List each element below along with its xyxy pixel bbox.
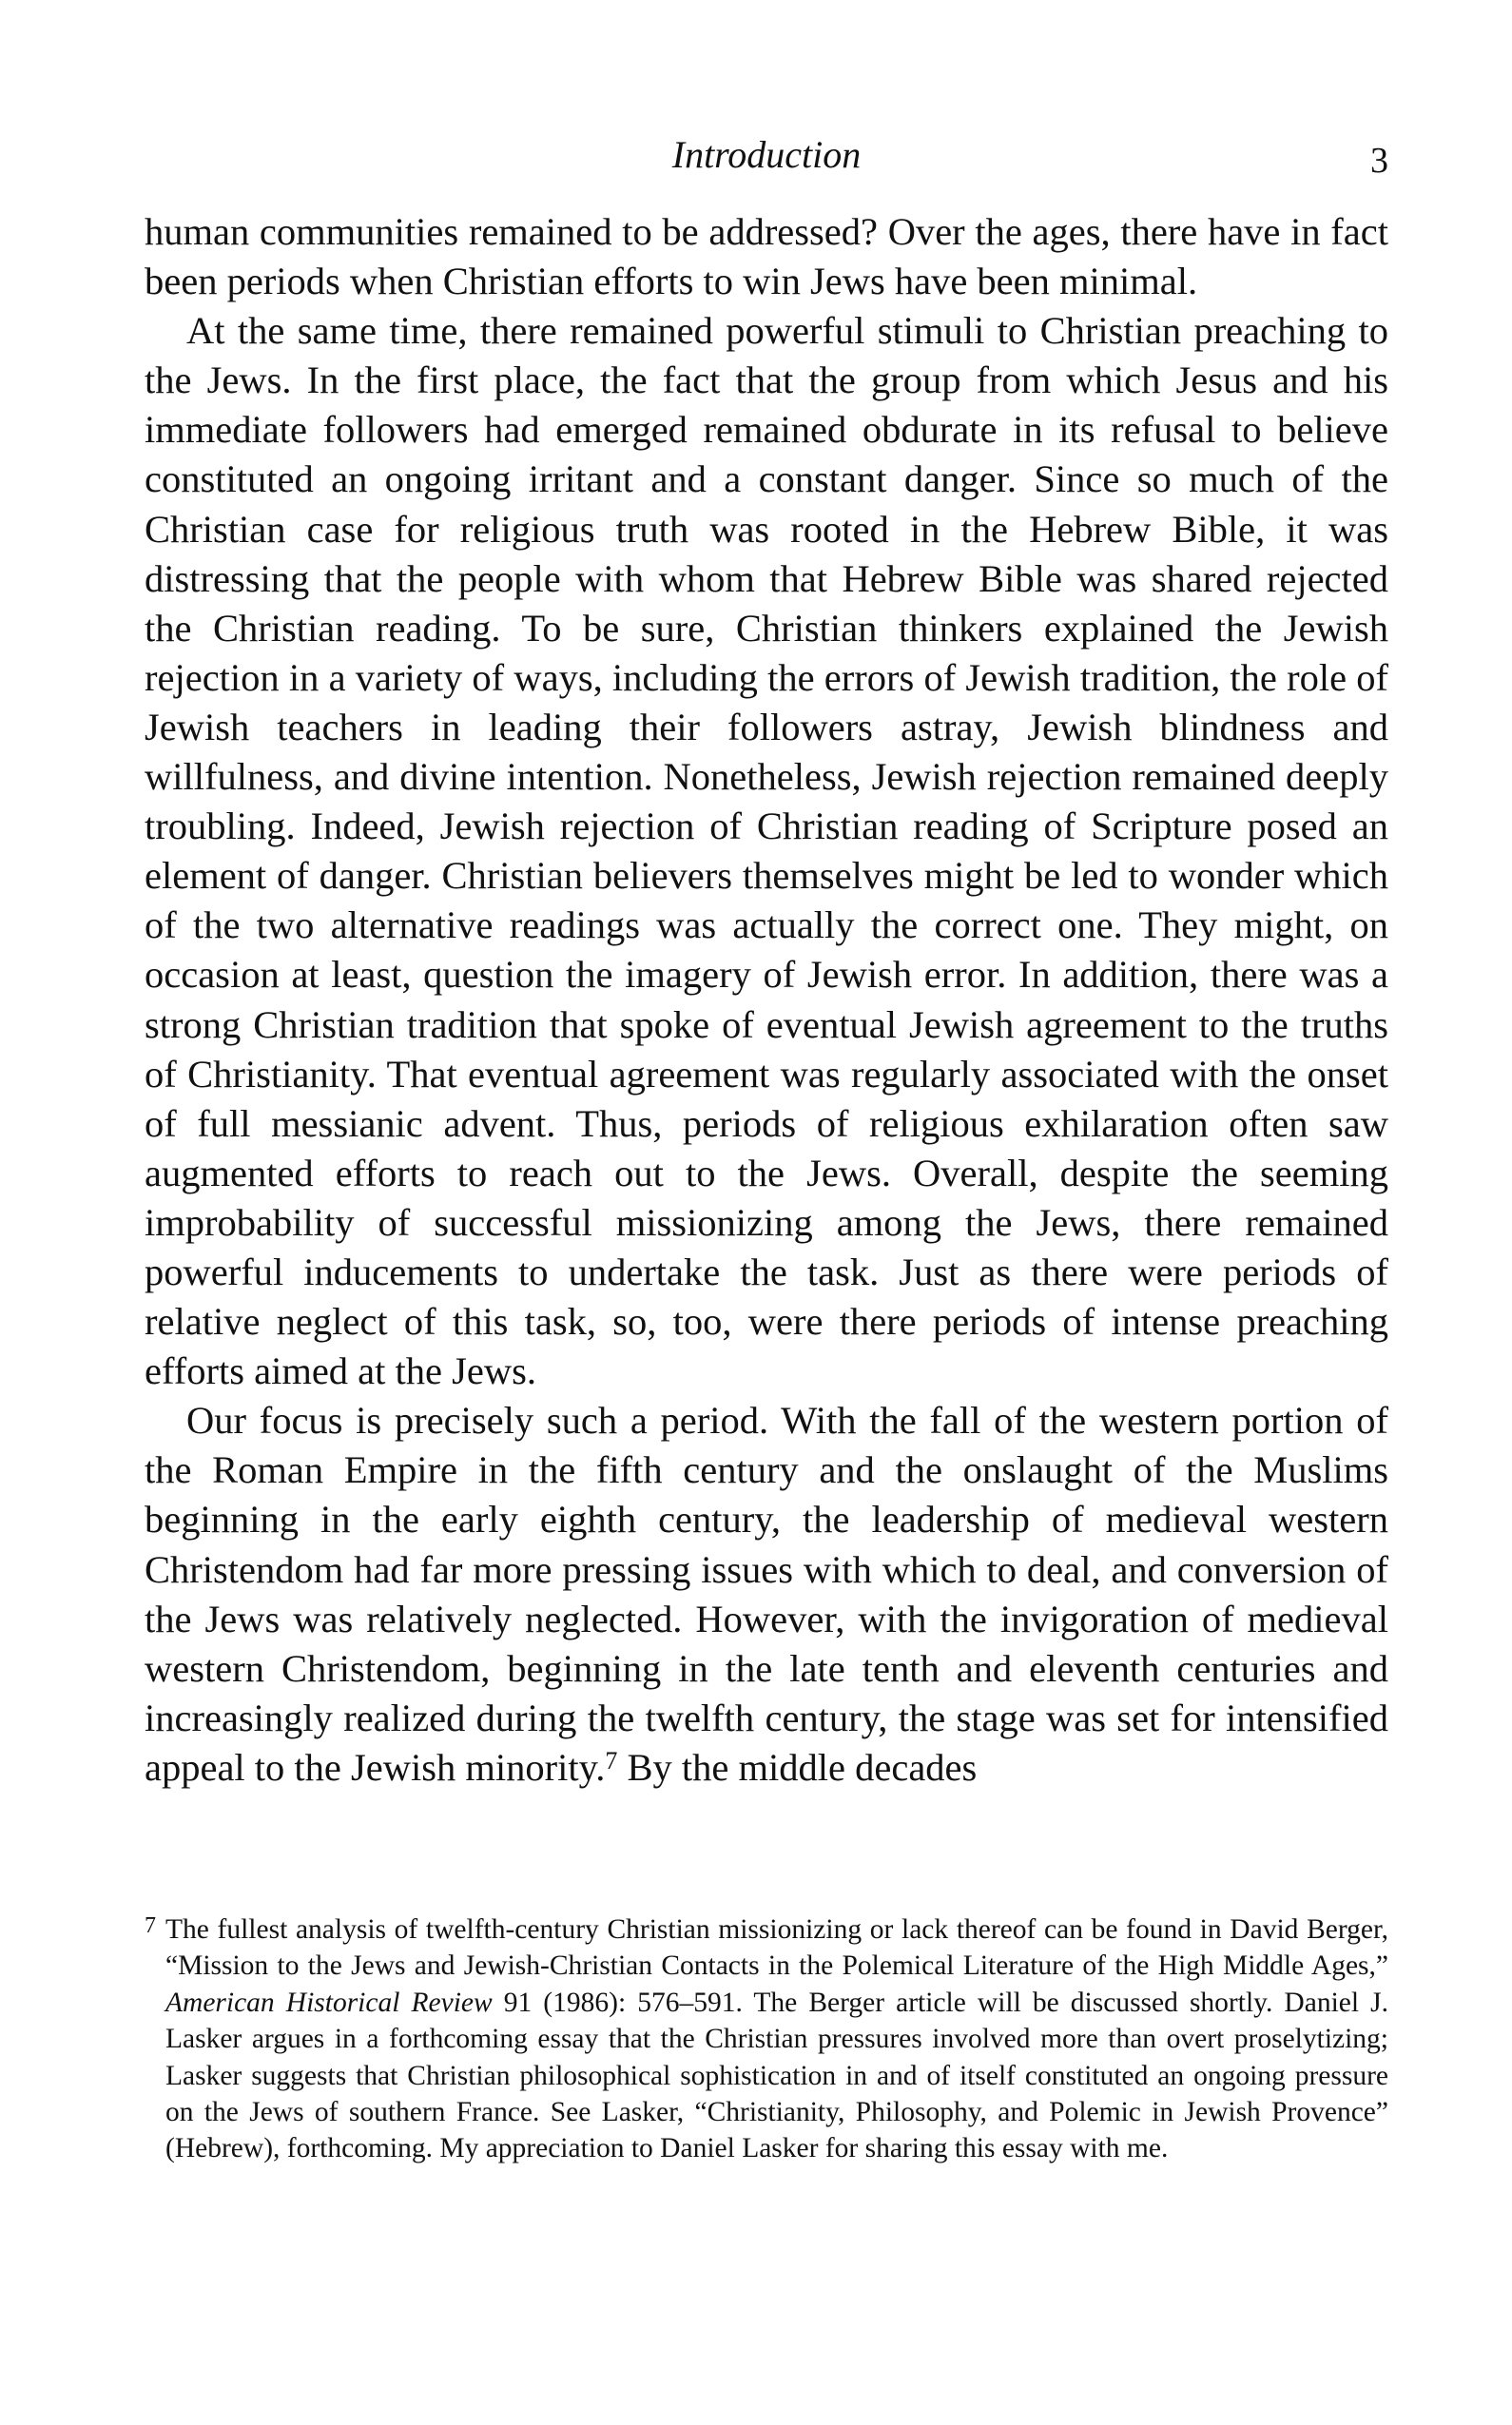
footnote-reference-7[interactable]: 7 (605, 1746, 618, 1775)
body-text (145, 207, 1388, 1793)
paragraph-3-text: Our focus is precisely such a period. With the fall of the western portion of the Roman Empire in the fifth century and the onslaught of the Muslims beginning in the early eighth century, the leadership of medieval western Christendom had far more pressing issues with which to deal, and conversion of the Jews was relatively neglected. However, with the invigoration of medieval western Christendom, beginning in the late tenth and eleventh centuries and increasingly realized during the twelfth century, the stage was set for intensified appeal to the Jewish minority. (145, 1399, 1388, 1789)
running-head: Introduction (671, 133, 862, 176)
footnote-journal-title: American Historical Review (165, 1987, 493, 2018)
page-number: 3 (1370, 141, 1388, 181)
footnote-text: The fullest analysis of twelfth-century Christian missionizing or lack thereof can be found in David Berger, “Mission to the Jews and Jewish-Christian Contacts in the Polemical Literature of the High Middle Ages,” (165, 1914, 1388, 1982)
footnote-text-continued: 91 (1986): 576–591. The Berger article will be discussed shortly. Daniel J. Lasker argues in a forthcoming essay that the Christian pressures involved more than overt proselytizing; Lasker suggests that Christian philosophical sophistication in and of itself constituted an ongoing pressure on the Jews of southern France. See Lasker, “Christianity, Philosophy, and Polemic in Jewish Provence” (Hebrew), forthcoming. My appreciation to Daniel Lasker for sharing this essay with me. (165, 1987, 1388, 2164)
footnote-mark: 7 (145, 1913, 156, 1938)
paragraph-3-continuation: By the middle decades (617, 1745, 978, 1789)
paragraph-3 (145, 1396, 1388, 1793)
paragraph-1: human communities remained to be addressed? Over the ages, there have in fact been periods when Christian efforts to win Jews have been minimal. (145, 210, 1388, 303)
paragraph-2: At the same time, there remained powerful stimuli to Christian preaching to the Jews. In the first place, the fact that the group from which Jesus and his immediate followers had emerged remained obdurate in its refusal to believe constituted an ongoing irritant and a constant danger. Since so much of the Christian case for religious truth was rooted in the Hebrew Bible, it was distressing that the people with whom that Hebrew Bible was shared rejected the Christian reading. To be sure, Christian thinkers explained the Jewish rejection in a variety of ways, including the errors of Jewish tradition, the role of Jewish teachers in leading their followers astray, Jewish blindness and willfulness, and divine intention. Nonetheless, Jewish rejection remained deeply troubling. Indeed, Jewish rejection of Christian reading of Scripture posed an element of danger. Christian believers themselves might be led to wonder which of the two alternative readings was actually the correct one. They might, on occasion at least, question the imagery of Jewish error. In addition, there was a strong Christian tradition that spoke of eventual Jewish agreement to the truths of Christianity. That eventual agreement was regularly associated with the onset of full messianic advent. Thus, periods of religious exhilaration often saw augmented efforts to reach out to the Jews. Overall, despite the seeming improbability of successful missionizing among the Jews, there remained powerful inducements to undertake the task. Just as there were periods of relative neglect of this task, so, too, were there periods of intense preaching efforts aimed at the Jews. (145, 309, 1388, 1393)
footnotes (145, 1911, 1388, 2167)
footnote-7 (145, 1911, 1388, 2167)
page-header (145, 131, 1388, 179)
